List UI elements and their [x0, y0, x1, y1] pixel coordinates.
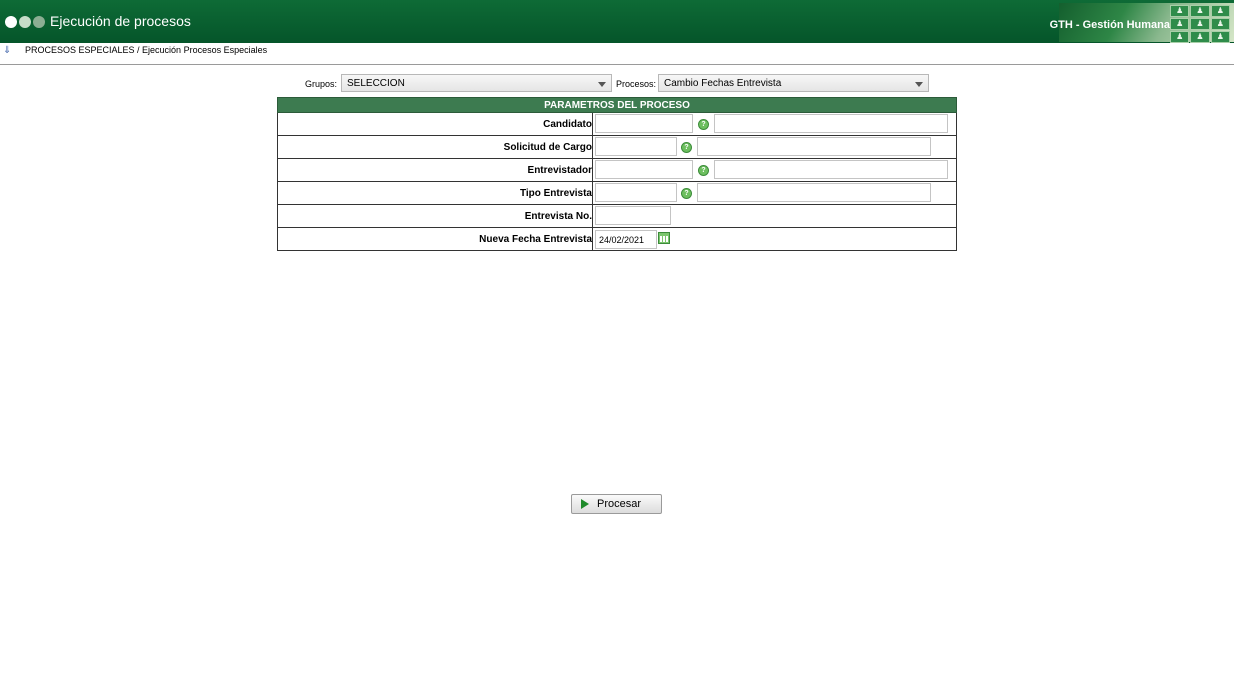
entrevistador-name-input[interactable] [714, 160, 948, 179]
page-title: Ejecución de procesos [50, 13, 191, 29]
dot-icon [19, 16, 31, 28]
fecha-label: Nueva Fecha Entrevista [278, 228, 593, 251]
tipo-label: Tipo Entrevista [278, 182, 593, 205]
company-name: GTH - Gestión Humana [1049, 19, 1170, 31]
breadcrumb-bar [0, 43, 1234, 65]
procesos-select[interactable] [658, 74, 929, 92]
candidato-name-input[interactable] [714, 114, 948, 133]
procesos-label: Procesos: [616, 79, 657, 89]
help-icon[interactable]: ? [698, 165, 709, 176]
dot-icon [5, 16, 17, 28]
chevron-down-icon [915, 82, 923, 87]
param-row-tipo [278, 182, 957, 205]
param-row-entrevista-no [278, 205, 957, 228]
procesar-button[interactable] [571, 494, 662, 514]
chevron-down-icon [598, 82, 606, 87]
solicitud-label: Solicitud de Cargo [278, 136, 593, 159]
params-title: PARAMETROS DEL PROCESO [278, 98, 957, 113]
people-grid-icon: ♟ ♟ ♟ ♟ ♟ ♟ ♟ ♟ ♟ [1170, 5, 1230, 41]
procesar-label: Procesar [597, 498, 642, 510]
entrevistador-code-input[interactable] [595, 160, 693, 179]
help-icon[interactable]: ? [681, 188, 692, 199]
tipo-name-input[interactable] [697, 183, 931, 202]
breadcrumb: PROCESOS ESPECIALES / Ejecución Procesos Especiales [25, 45, 268, 55]
solicitud-name-input[interactable] [697, 137, 931, 156]
entrevista-no-input[interactable] [595, 206, 671, 225]
solicitud-code-input[interactable] [595, 137, 677, 156]
play-icon [581, 499, 589, 509]
param-row-candidato [278, 113, 957, 136]
procesos-value: Cambio Fechas Entrevista [664, 78, 782, 89]
entrevista-no-label: Entrevista No. [278, 205, 593, 228]
grupos-label: Grupos: [305, 79, 338, 89]
filters [0, 74, 1234, 94]
tipo-code-input[interactable] [595, 183, 677, 202]
param-row-solicitud [278, 136, 957, 159]
top-bar [0, 0, 1234, 43]
help-icon[interactable]: ? [681, 142, 692, 153]
param-row-fecha [278, 228, 957, 251]
fecha-input[interactable] [595, 230, 657, 249]
entrevistador-label: Entrevistador [278, 159, 593, 182]
fecha-value: 24/02/2021 [599, 235, 645, 245]
params-table [277, 97, 957, 251]
calendar-icon[interactable] [658, 232, 670, 244]
down-arrow-icon[interactable]: ⇓ [3, 45, 12, 56]
grupos-value: SELECCION [347, 78, 405, 89]
candidato-label: Candidato [278, 113, 593, 136]
param-row-entrevistador [278, 159, 957, 182]
candidato-code-input[interactable] [595, 114, 693, 133]
dot-icon [33, 16, 45, 28]
grupos-select[interactable] [341, 74, 612, 92]
help-icon[interactable]: ? [698, 119, 709, 130]
